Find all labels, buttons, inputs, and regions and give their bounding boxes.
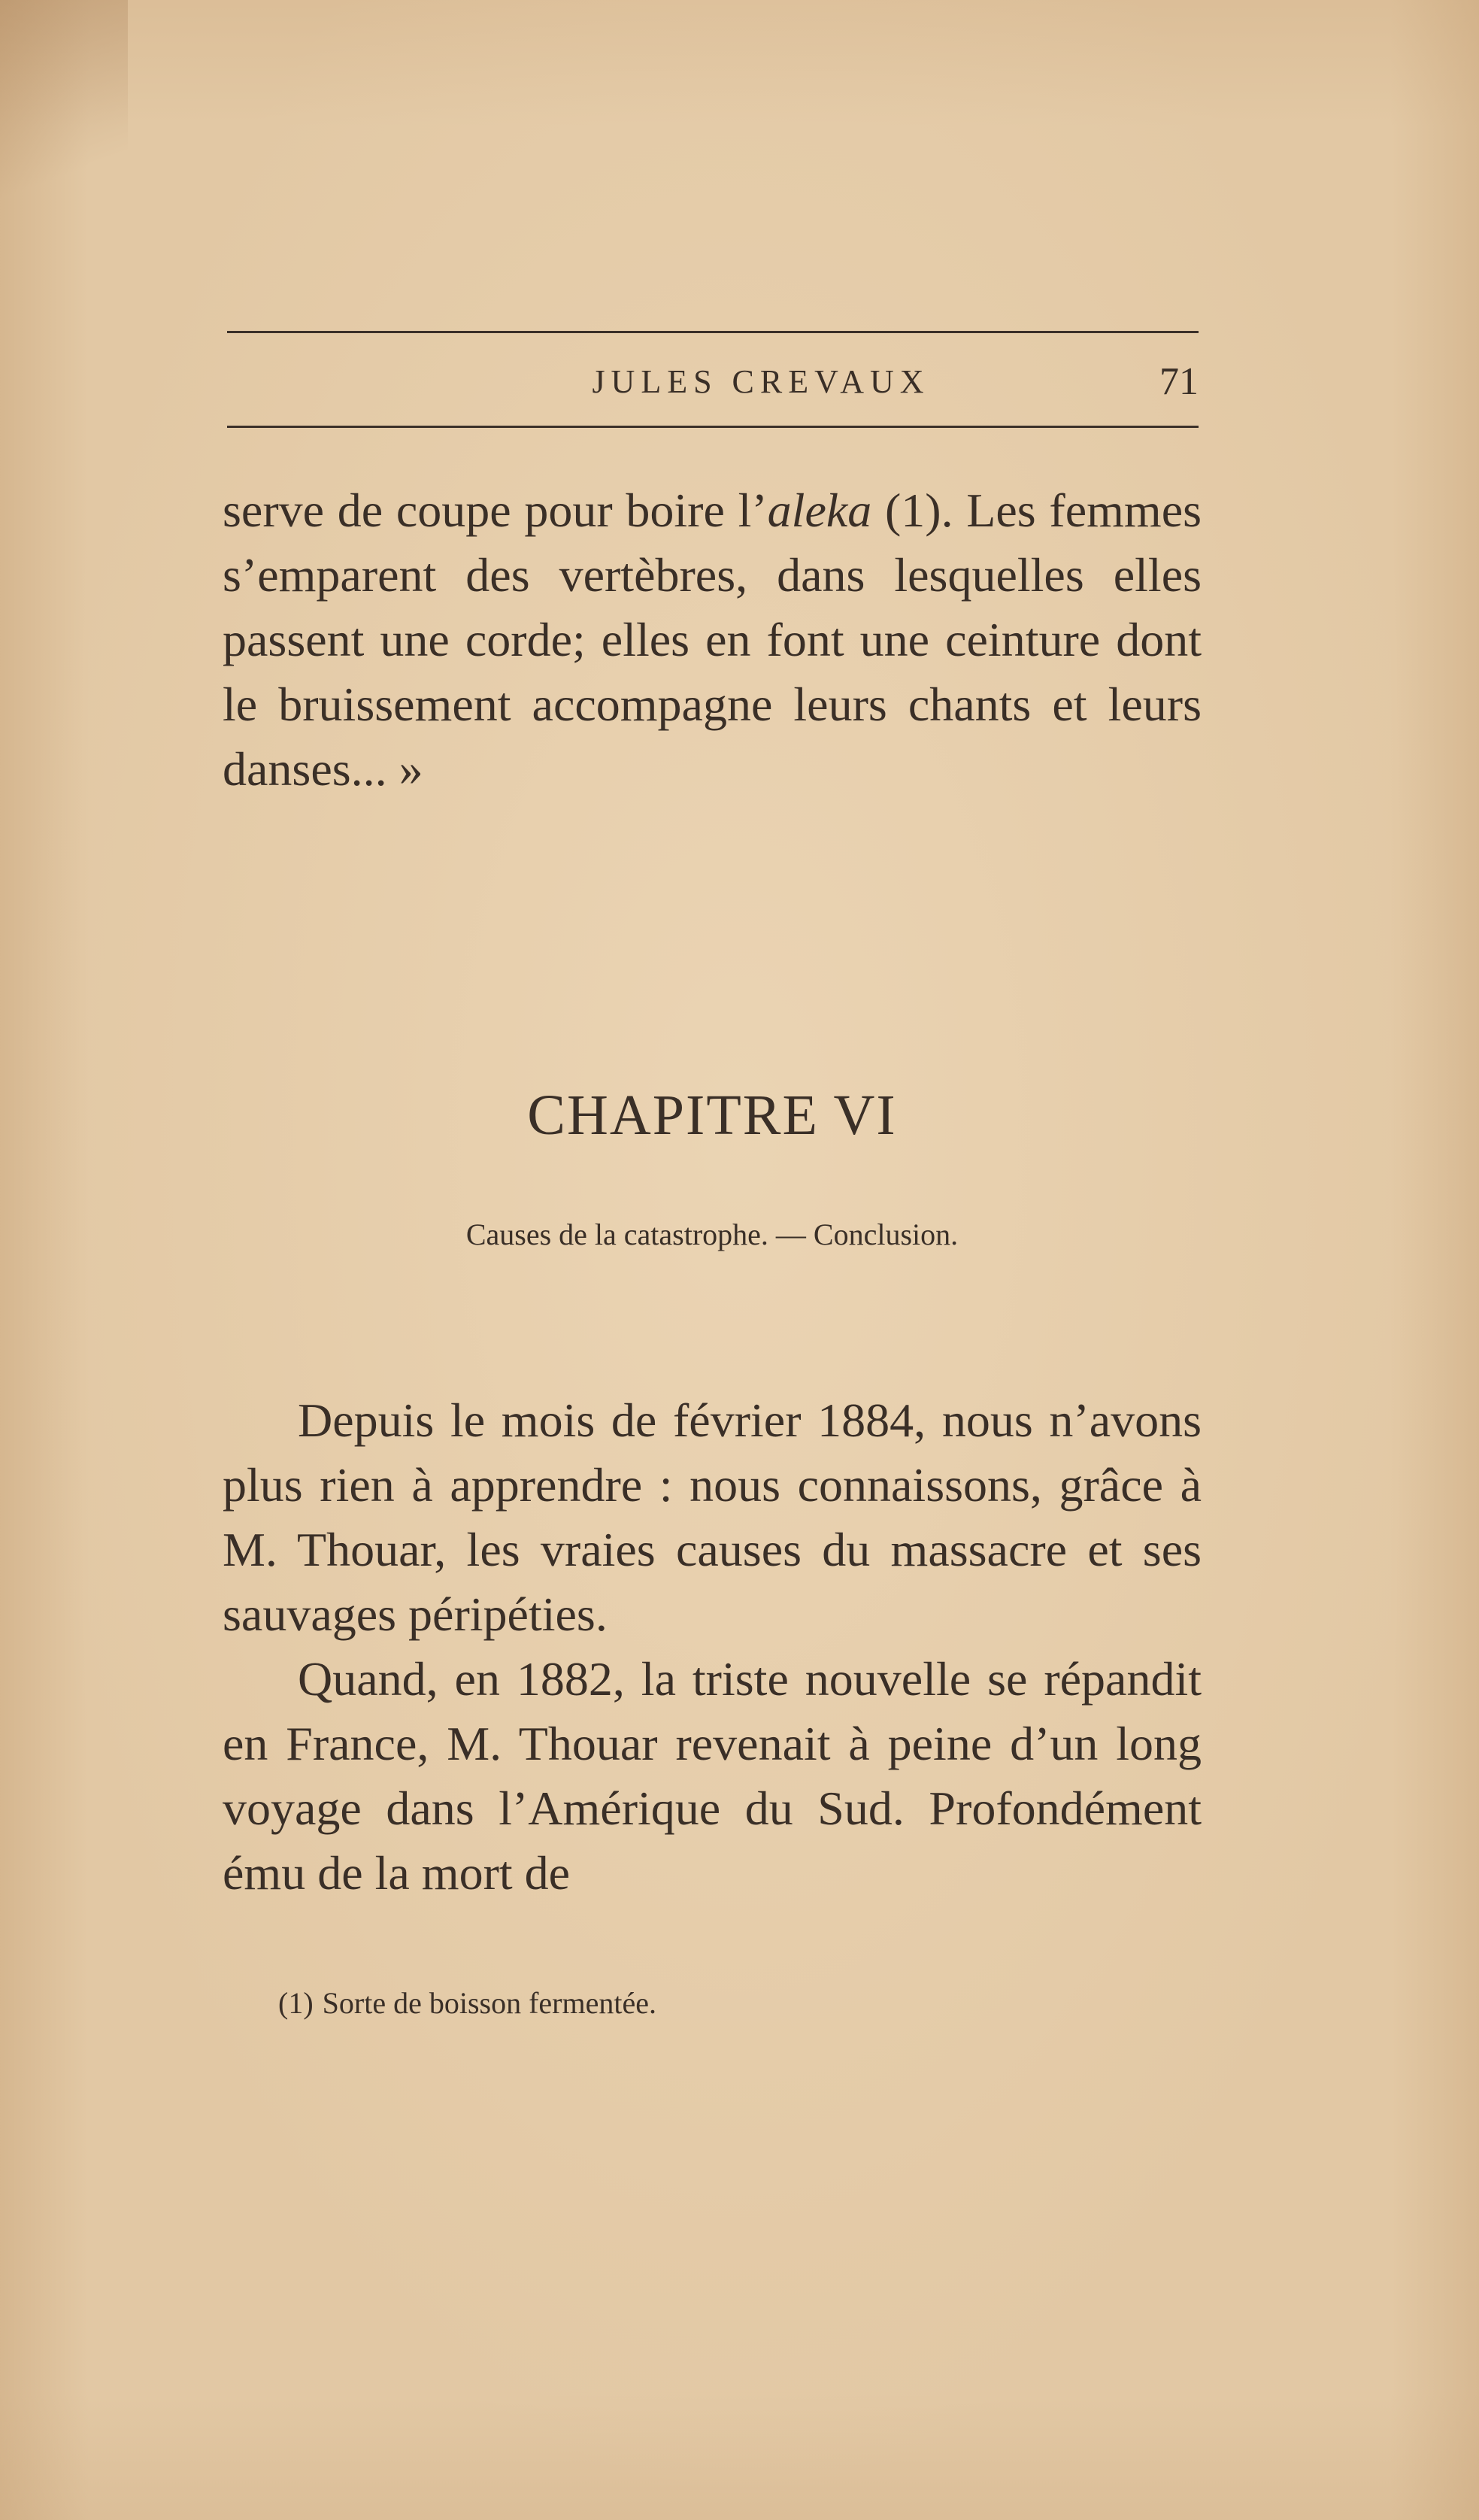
chapter-body xyxy=(223,1388,1202,1906)
chapter-paragraph-1: Depuis le mois de février 1884, nous n’avons plus rien à apprendre : nous connaissons, grâce à M. Thouar, les vraies causes du massacre et ses sauvages péripéties. xyxy=(223,1393,1202,1641)
page-number: 71 xyxy=(1159,360,1199,403)
paragraph-text-start: serve de coupe pour boire l’ xyxy=(223,484,768,537)
chapter-subtitle: Causes de la catastrophe. — Conclusion. xyxy=(465,1218,959,1251)
running-title: JULES CREVAUX xyxy=(592,363,930,400)
paragraph xyxy=(223,478,1202,802)
paragraph-text-end: (1). Les femmes s’emparent des vertèbres, dans lesquelles elles passent une corde; elles en font une ceinture dont le bruissement accompagne leurs chants et leurs danses... » xyxy=(223,484,1202,796)
header-top-rule xyxy=(227,331,1199,333)
italic-term: aleka xyxy=(767,484,872,537)
running-head xyxy=(227,353,1199,406)
page-corner-shadow xyxy=(0,0,128,286)
chapter-paragraph-2: Quand, en 1882, la triste nouvelle se répandit en France, M. Thouar revenait à peine d’un long voyage dans l’Amérique du Sud. Profondément ému de la mort de xyxy=(223,1652,1202,1900)
continued-paragraph xyxy=(223,478,1202,802)
footnote xyxy=(278,1985,1180,2021)
header-bottom-rule xyxy=(227,426,1199,428)
footnote-marker: (1) xyxy=(278,1986,314,2020)
footnote-text: Sorte de boisson fermentée. xyxy=(322,1986,656,2020)
chapter-title: CHAPITRE VI xyxy=(527,1084,897,1147)
